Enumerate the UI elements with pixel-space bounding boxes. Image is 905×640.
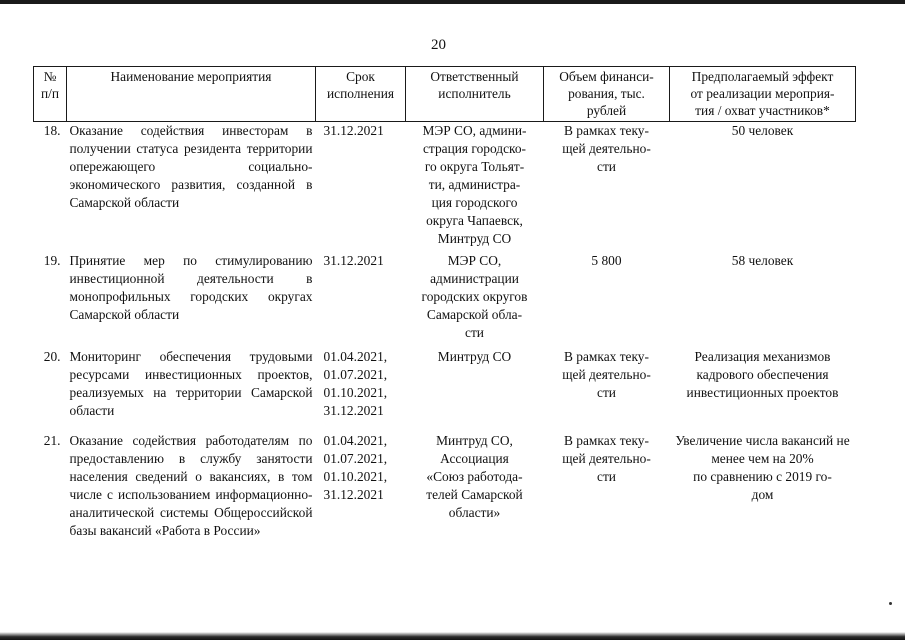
- activity-effect: 58 человек: [731, 253, 794, 268]
- activity-term: 31.12.2021: [323, 123, 384, 138]
- table-row: [34, 348, 856, 432]
- activity-responsible: МЭР СО, админи- страция городско- го округа Тольят- ти, администра- ция городского округа Чапаевск, Минтруд СО: [422, 123, 527, 246]
- activity-name: Оказание содействия инвесторам в получении статуса резидента территории опережающего социально-экономического развития, созданной в Самарской области: [69, 123, 313, 210]
- header-num: № п/п: [34, 67, 67, 122]
- activity-funding: В рамках теку- щей деятельно- сти: [562, 433, 651, 484]
- activity-responsible: Минтруд СО: [437, 349, 512, 364]
- table-header-row: [34, 67, 856, 122]
- activity-name: Принятие мер по стимулированию инвестиционной деятельности в монопрофильных городских округах Самарской области: [69, 253, 313, 322]
- activity-name: Оказание содействия работодателям по предоставлению в службу занятости населения сведений о вакансиях, в том числе с использованием информационно-аналитической системы Общероссийской базы вакансий «Работа в России»: [69, 433, 313, 538]
- activity-term: 01.04.2021, 01.07.2021, 01.10.2021, 31.12.2021: [323, 433, 388, 502]
- table-row: [34, 432, 856, 572]
- activity-funding: В рамках теку- щей деятельно- сти: [562, 349, 651, 400]
- activity-responsible: МЭР СО, администрации городских округов Самарской обла- сти: [421, 253, 528, 340]
- row-number: 18.: [43, 123, 61, 138]
- table-row: [34, 122, 856, 253]
- row-number: 21.: [43, 433, 61, 448]
- activity-name: Мониторинг обеспечения трудовыми ресурсами инвестиционных проектов, реализуемых на территории Самарской области: [69, 349, 313, 418]
- activity-effect: 50 человек: [731, 123, 794, 138]
- row-number: 20.: [43, 349, 61, 364]
- activity-term: 31.12.2021: [323, 253, 384, 268]
- header-responsible: Ответственный исполнитель: [406, 67, 544, 122]
- header-name: Наименование мероприятия: [67, 67, 316, 122]
- scan-edge-bottom: [0, 632, 905, 640]
- activity-effect: Реализация механизмов кадрового обеспечения инвестиционных проектов: [686, 349, 839, 400]
- activities-table: [33, 66, 856, 572]
- row-number: 19.: [43, 253, 61, 268]
- activity-funding: 5 800: [591, 253, 622, 268]
- page-number: 20: [431, 37, 446, 53]
- activity-term: 01.04.2021, 01.07.2021, 01.10.2021, 31.12.2021: [323, 349, 388, 418]
- activity-effect: Увеличение числа ваканcий не менее чем на 20% по сравнению с 2019 го- дом: [675, 433, 850, 502]
- scan-edge-top: [0, 0, 905, 4]
- header-funding: Объем финанси- рования, тыс. рублей: [544, 67, 670, 122]
- activity-responsible: Минтруд СО, Ассоциация «Союз работода- телей Самарской области»: [426, 433, 523, 520]
- scan-speck: [889, 602, 892, 605]
- table-row: [34, 252, 856, 348]
- activity-funding: В рамках теку- щей деятельно- сти: [562, 123, 651, 174]
- header-effect: Предполагаемый эффект от реализации мероприя- тия / охват участников*: [670, 67, 856, 122]
- header-term: Срок исполнения: [316, 67, 406, 122]
